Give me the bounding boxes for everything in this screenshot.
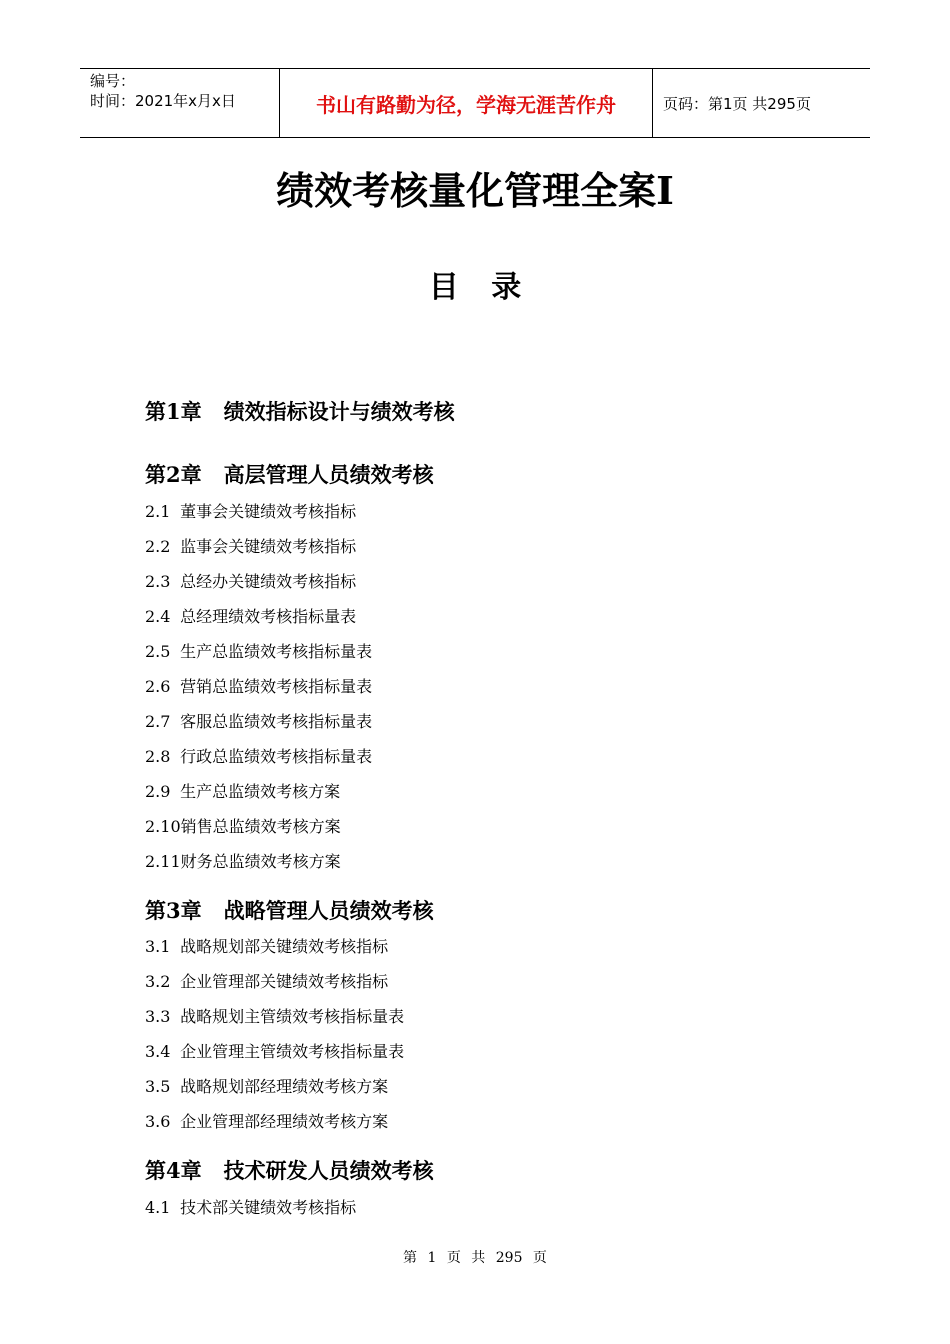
item-number: 2.1: [145, 502, 171, 521]
toc-item[interactable]: [145, 499, 356, 522]
item-number: 4.1: [145, 1198, 171, 1217]
chapter-number: 第1章: [145, 399, 202, 424]
header-number-label: 编号：: [90, 72, 136, 90]
item-number: 2.4: [145, 607, 171, 626]
toc-item[interactable]: [145, 639, 372, 662]
toc-item[interactable]: [145, 674, 372, 697]
toc-item[interactable]: [145, 1074, 388, 1097]
item-title: 企业管理部经理绩效考核方案: [180, 1112, 389, 1131]
item-number: 2.3: [145, 572, 171, 591]
item-title: 企业管理部关键绩效考核指标: [180, 972, 389, 991]
chapter-title: 高层管理人员绩效考核: [223, 462, 434, 487]
toc-chapter[interactable]: [145, 895, 434, 925]
item-title: 总经办关键绩效考核指标: [180, 572, 357, 591]
chapter-number: 第3章: [145, 898, 202, 923]
toc-item[interactable]: [145, 1039, 404, 1062]
toc-chapter[interactable]: [145, 396, 455, 426]
item-number: 3.3: [145, 1007, 171, 1026]
chapter-title: 技术研发人员绩效考核: [223, 1158, 434, 1183]
item-title: 财务总监绩效考核方案: [180, 852, 341, 871]
toc-item[interactable]: [145, 534, 356, 557]
item-title: 营销总监绩效考核指标量表: [180, 677, 373, 696]
page-footer: 第 1 页 共 295 页: [403, 1250, 547, 1266]
item-number: 3.1: [145, 937, 171, 956]
chapter-title: 绩效指标设计与绩效考核: [223, 399, 455, 424]
item-number: 3.5: [145, 1077, 171, 1096]
toc-heading: 目 录: [428, 270, 522, 305]
header-motto: 书山有路勤为径，学海无涯苦作舟: [280, 69, 653, 137]
item-title: 技术部关键绩效考核指标: [180, 1198, 357, 1217]
item-title: 客服总监绩效考核指标量表: [180, 712, 373, 731]
item-title: 行政总监绩效考核指标量表: [180, 747, 373, 766]
item-title: 销售总监绩效考核方案: [180, 817, 341, 836]
toc-item[interactable]: [145, 969, 388, 992]
header-page-info: 页码：第1页 共295页: [663, 94, 811, 113]
item-number: 3.6: [145, 1112, 171, 1131]
item-number: 2.10: [145, 817, 181, 836]
item-title: 生产总监绩效考核指标量表: [180, 642, 373, 661]
item-title: 战略规划部关键绩效考核指标: [180, 937, 389, 956]
item-number: 2.6: [145, 677, 171, 696]
toc-item[interactable]: [145, 934, 388, 957]
item-number: 2.9: [145, 782, 171, 801]
toc-item[interactable]: [145, 849, 341, 872]
item-title: 战略规划主管绩效考核指标量表: [180, 1007, 405, 1026]
item-number: 3.2: [145, 972, 171, 991]
document-title: 绩效考核量化管理全案Ⅰ: [276, 168, 674, 213]
item-title: 总经理绩效考核指标量表: [180, 607, 357, 626]
toc-item[interactable]: [145, 604, 356, 627]
chapter-number: 第2章: [145, 462, 202, 487]
header-date-label: 时间：2021年x月x日: [90, 92, 236, 110]
chapter-title: 战略管理人员绩效考核: [223, 898, 434, 923]
header-meta: [80, 69, 280, 137]
toc-item[interactable]: [145, 1109, 388, 1132]
toc-item[interactable]: [145, 709, 372, 732]
toc-item[interactable]: [145, 779, 340, 802]
chapter-number: 第4章: [145, 1158, 202, 1183]
toc-item[interactable]: [145, 1195, 356, 1218]
item-number: 2.7: [145, 712, 171, 731]
item-number: 2.2: [145, 537, 171, 556]
item-number: 3.4: [145, 1042, 171, 1061]
page-header: [80, 68, 870, 138]
toc-item[interactable]: [145, 814, 341, 837]
item-number: 2.11: [145, 852, 181, 871]
item-title: 生产总监绩效考核方案: [180, 782, 341, 801]
toc-chapter[interactable]: [145, 1155, 434, 1185]
item-number: 2.8: [145, 747, 171, 766]
item-title: 企业管理主管绩效考核指标量表: [180, 1042, 405, 1061]
item-title: 监事会关键绩效考核指标: [180, 537, 357, 556]
item-title: 战略规划部经理绩效考核方案: [180, 1077, 389, 1096]
item-title: 董事会关键绩效考核指标: [180, 502, 357, 521]
toc-item[interactable]: [145, 1004, 404, 1027]
toc-item[interactable]: [145, 744, 372, 767]
toc-chapter[interactable]: [145, 459, 434, 489]
item-number: 2.5: [145, 642, 171, 661]
toc-item[interactable]: [145, 569, 356, 592]
